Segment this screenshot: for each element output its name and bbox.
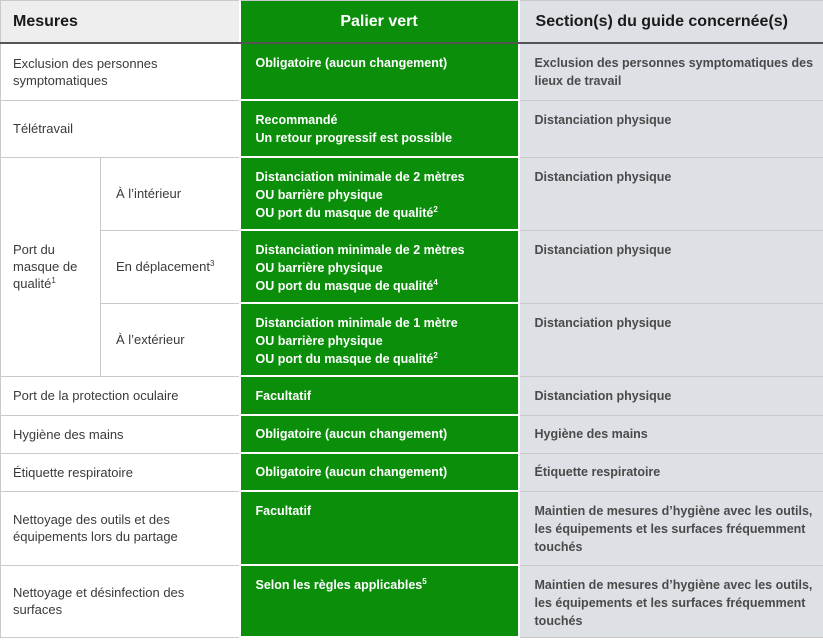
section-cell: Distanciation physique	[519, 376, 823, 415]
section-cell: Étiquette respiratoire	[519, 453, 823, 491]
header-measures: Mesures	[1, 1, 240, 44]
palier-line: OU barrière physique	[255, 188, 383, 202]
footnote-marker: 2	[433, 205, 438, 214]
measure-cell: Exclusion des personnes symptomatiques	[1, 43, 240, 100]
palier-cell: Obligatoire (aucun changement)	[240, 415, 519, 453]
palier-cell	[240, 230, 519, 303]
section-cell: Distanciation physique	[519, 100, 823, 157]
measure-cell: Hygiène des mains	[1, 415, 240, 453]
palier-line: Distanciation minimale de 1 mètre	[255, 316, 458, 330]
table-header-row	[1, 1, 823, 44]
palier-cell	[240, 303, 519, 376]
table-row	[1, 415, 823, 453]
palier-line: OU barrière physique	[255, 261, 383, 275]
palier-line: Recommandé	[255, 113, 338, 127]
table-row	[1, 453, 823, 491]
header-section-guide: Section(s) du guide concernée(s)	[519, 1, 823, 44]
section-cell: Maintien de mesures d’hygiène avec les outils, les équipements et les surfaces fréquemment touchés	[519, 565, 823, 637]
footnote-marker: 3	[209, 259, 215, 268]
palier-line: OU barrière physique	[255, 334, 383, 348]
section-cell: Distanciation physique	[519, 230, 823, 303]
palier-cell	[240, 100, 519, 157]
palier-cell: Obligatoire (aucun changement)	[240, 43, 519, 100]
table-row	[1, 100, 823, 157]
mask-measure-label: Port du masque de qualité	[13, 242, 78, 291]
measure-cell-mask	[1, 157, 101, 376]
section-cell: Maintien de mesures d’hygiène avec les outils, les équipements et les surfaces fréquemment touchés	[519, 491, 823, 565]
table-row	[1, 491, 823, 565]
palier-cell: Facultatif	[240, 491, 519, 565]
palier-cell	[240, 157, 519, 230]
table-row	[1, 230, 823, 303]
footnote-marker: 4	[433, 278, 438, 287]
palier-line: Distanciation minimale de 2 mètres	[255, 243, 465, 257]
measure-cell: Télétravail	[1, 100, 240, 157]
section-cell: Distanciation physique	[519, 157, 823, 230]
palier-cell: Selon les règles applicables$^5$	[240, 565, 519, 637]
header-palier-vert: Palier vert	[240, 1, 519, 44]
sub-measure-interieur: À l’intérieur	[101, 157, 240, 230]
table-row	[1, 43, 823, 100]
palier-cell: Obligatoire (aucun changement)	[240, 453, 519, 491]
section-cell: Hygiène des mains	[519, 415, 823, 453]
table-row	[1, 565, 823, 637]
section-cell: Distanciation physique	[519, 303, 823, 376]
measure-cell: Nettoyage et désinfection des surfaces	[1, 565, 240, 637]
sub-measure-exterieur: À l’extérieur	[101, 303, 240, 376]
footnote-marker: 5	[422, 577, 427, 586]
measure-cell: Étiquette respiratoire	[1, 453, 240, 491]
palier-cell: Facultatif	[240, 376, 519, 415]
measure-cell: Nettoyage des outils et des équipements lors du partage	[1, 491, 240, 565]
measure-cell: Port de la protection oculaire	[1, 376, 240, 415]
palier-line: Un retour progressif est possible	[255, 131, 453, 145]
palier-line: Distanciation minimale de 2 mètres	[255, 170, 465, 184]
footnote-marker: 1	[51, 276, 56, 285]
table-row	[1, 157, 823, 230]
footnote-marker: 2	[433, 351, 438, 360]
section-cell: Exclusion des personnes symptomatiques des lieux de travail	[519, 43, 823, 100]
palier-line: OU port du masque de qualité$^2$	[255, 205, 438, 220]
table-row	[1, 376, 823, 415]
sub-measure-deplacement: En déplacement$^3$	[101, 230, 240, 303]
palier-line: OU port du masque de qualité$^2$	[255, 351, 438, 366]
table-row	[1, 303, 823, 376]
palier-line: OU port du masque de qualité$^4$	[255, 278, 438, 293]
